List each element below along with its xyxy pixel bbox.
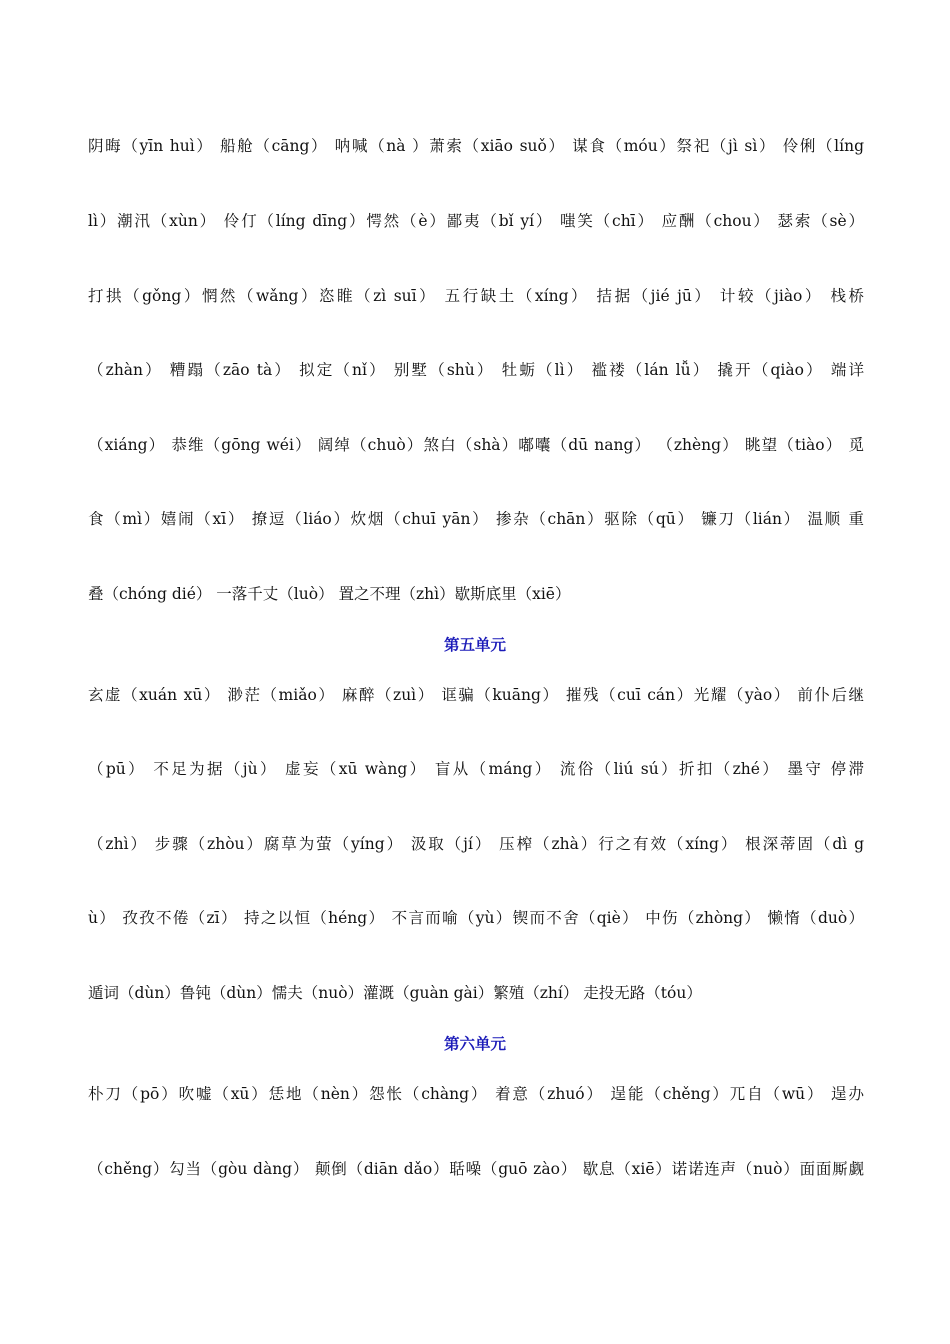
text-line: 打拱（gǒng）惘然（wǎng）恣睢（zì suī） 五行缺土（xíng） 拮据（jié jū） 计较（jiào） 栈桥: [88, 287, 864, 305]
text-line: （xiáng） 恭维（gōng wéi） 阔绰（chuò）煞白（shà）嘟囔（dū nang） （zhèng） 眺望（tiào） 觅: [88, 436, 864, 454]
text-line: （chěng）勾当（gòu dàng） 颠倒（diān dǎo）聒噪（guō zào） 歇息（xiē）诺诺连声（nuò）面面厮觑: [88, 1160, 864, 1178]
text-line: 阴晦（yīn huì） 船舱（cāng） 呐喊（nà ）萧索（xiāo suǒ） 谋食（móu）祭祀（jì sì） 伶俐（líng: [88, 137, 864, 155]
text-line: 叠（chóng dié） 一落千丈（luò） 置之不理（zhì）歇斯底里（xiē）: [88, 585, 571, 603]
text-line: 食（mì）嬉闹（xī） 撩逗（liáo）炊烟（chuī yān） 掺杂（chān）驱除（qū） 镰刀（lián） 温顺 重: [88, 510, 864, 528]
text-line: （zhàn） 糟蹋（zāo tà） 拟定（nǐ） 别墅（shù） 牡蛎（lì） 褴褛（lán lǚ） 撬开（qiào） 端详: [88, 361, 864, 379]
text-line: ù） 孜孜不倦（zī） 持之以恒（héng） 不言而喻（yù）锲而不舍（qiè） 中伤（zhòng） 懒惰（duò）: [88, 909, 864, 927]
text-line: lì）潮汛（xùn） 伶仃（líng dīng）愕然（è）鄙夷（bǐ yí） 嗤笑（chī） 应酬（chou） 瑟索（sè）: [88, 212, 864, 230]
text-line: 玄虚（xuán xū） 渺茫（miǎo） 麻醉（zuì） 诓骗（kuāng） 摧残（cuī cán）光耀（yào） 前仆后继: [88, 686, 864, 704]
text-line: 朴刀（pō）吹嘘（xū）恁地（nèn）怨怅（chàng） 着意（zhuó） 逞能（chěng）兀自（wū） 逞办: [88, 1085, 864, 1103]
text-line: 遁词（dùn）鲁钝（dùn）懦夫（nuò）灌溉（guàn gài）繁殖（zhí） 走投无路（tóu）: [88, 984, 702, 1002]
section-heading-unit6: 第六单元: [443, 1035, 506, 1053]
text-line: （pū） 不足为据（jù） 虚妄（xū wàng） 盲从（máng） 流俗（liú sú）折扣（zhé） 墨守 停滞: [88, 760, 864, 778]
text-line: （zhì） 步骤（zhòu）腐草为萤（yíng） 汲取（jí） 压榨（zhà）行之有效（xíng） 根深蒂固（dì g: [88, 835, 864, 853]
section-heading-unit5: 第五单元: [443, 636, 506, 654]
